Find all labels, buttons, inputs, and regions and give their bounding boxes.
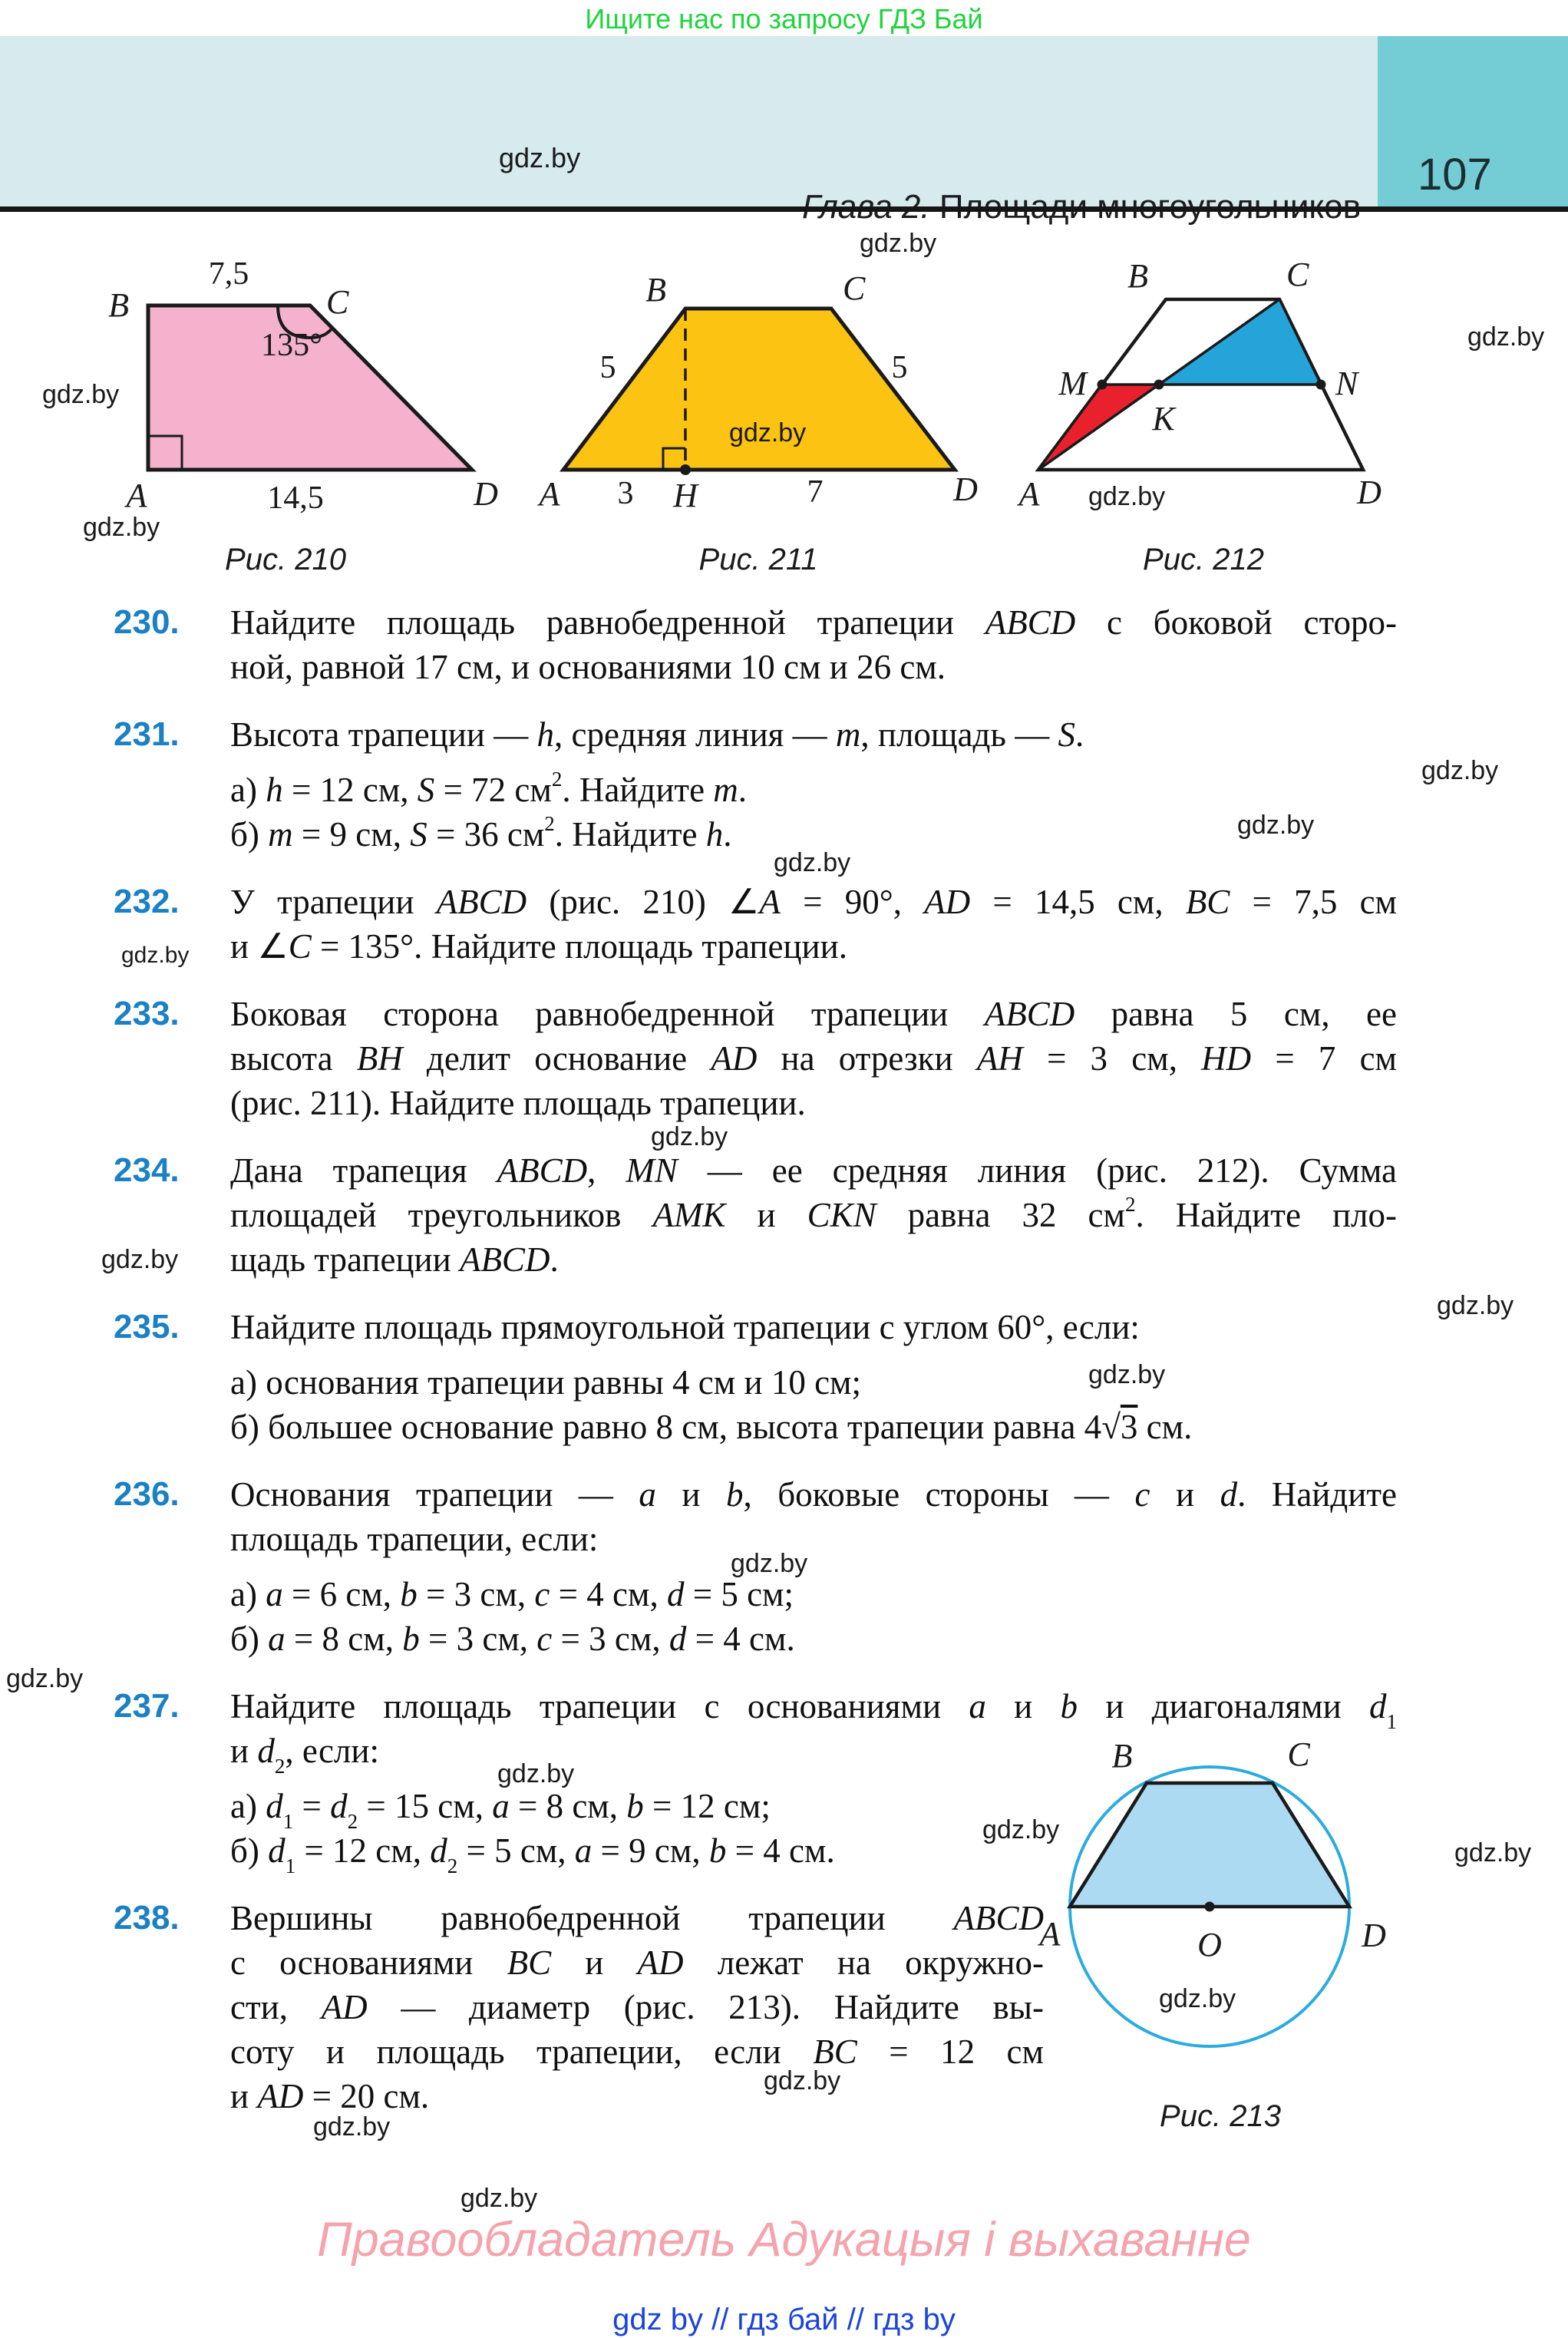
vertex-label-B: B (1127, 257, 1148, 295)
problem-number: 235. (114, 1308, 180, 1346)
text-line: ной, равной 17 см, и основаниями 10 см и 26 см. (230, 648, 946, 686)
gdzby-watermark: gdz.by (1421, 756, 1499, 785)
text-line: Боковая сторона равнобедренной трапеции ABCD равна 5 см, ее (230, 995, 1398, 1033)
text-line: высота BH делит основание AD на отрезки AH = 3 см, HD = 7 см (230, 1039, 1398, 1078)
problem-text (230, 992, 1397, 1125)
problem-text (230, 1472, 1397, 1661)
text-line: а) $d_1 = d_2 = 15$ см, a = 8 см, b = 12 см; (230, 1787, 771, 1833)
header-divider (0, 206, 1568, 212)
text-line: б) большее основание равно 8 см, высота трапеции равна 4√3 см. (230, 1408, 1193, 1446)
gdzby-watermark: gdz.by (982, 1815, 1060, 1844)
gdzby-watermark: gdz.by (1237, 811, 1315, 840)
figure-caption: Рис. 213 (1160, 2099, 1281, 2133)
problem-number: 238. (114, 1899, 180, 1937)
point-label-N: N (1335, 365, 1358, 402)
vertex-label-B: B (645, 271, 666, 309)
gdzby-watermark: gdz.by (1437, 1291, 1514, 1320)
text-line: а) основания трапеции равны 4 см и 10 см; (230, 1363, 862, 1402)
problem-subitems (230, 1572, 1397, 1661)
gdzby-watermark: gdz.by (83, 513, 160, 542)
gdzby-watermark: gdz.by (731, 1549, 808, 1578)
top-banner-text: Ищите нас по запросу ГДЗ Бай (585, 3, 983, 35)
text-line: Найдите площадь трапеции с основаниями a и b и диагоналями $d_1$ (230, 1687, 1397, 1733)
text-line: (рис. 211). Найдите площадь трапеции. (230, 1084, 806, 1122)
text-line: с основаниями BC и AD лежат на окружно- (230, 1943, 1044, 1982)
chapter-header-bar (0, 36, 1568, 206)
angle-label: 135° (261, 328, 322, 363)
problem-text (230, 600, 1397, 689)
point-H-dot (680, 464, 691, 475)
page-number: 107 (1418, 150, 1492, 200)
vertex-label-D: D (953, 471, 978, 508)
gdzby-watermark: gdz.by (460, 2184, 538, 2213)
figure-212 (1013, 246, 1412, 583)
text-line: Дана трапеция ABCD, MN — ее средняя линия (рис. 212). Сумма (230, 1151, 1397, 1190)
vertex-label-C: C (326, 283, 349, 321)
text-line: и $d_2$, если: (230, 1732, 379, 1778)
vertex-label-D: D (474, 475, 498, 513)
problem-230 (114, 600, 1397, 689)
point-N-dot (1316, 380, 1326, 390)
length-bottom: 14,5 (267, 480, 324, 516)
side-right-length: 5 (891, 350, 908, 385)
vertex-label-C: C (843, 269, 866, 307)
problem-232 (114, 880, 1397, 969)
point-K-dot (1154, 380, 1164, 390)
text-line: площадей треугольников AMK и CKN равна 32 $см^2$. Найдите пло- (230, 1193, 1397, 1234)
problem-text (230, 1684, 1397, 1877)
side-left-length: 5 (599, 350, 616, 385)
gdzby-watermark: gdz.by (764, 2066, 841, 2095)
point-label-K: K (1152, 400, 1175, 438)
segment-AH-length: 3 (617, 476, 634, 511)
length-top: 7,5 (208, 256, 249, 292)
figure-211 (522, 246, 1013, 583)
text-line: щадь трапеции ABCD. (230, 1240, 559, 1279)
gdzby-watermark: gdz.by (1088, 482, 1166, 511)
gdzby-watermark: gdz.by (313, 2112, 391, 2142)
problem-237 (114, 1684, 1397, 1877)
vertex-label-B: B (108, 286, 129, 324)
problem-234 (114, 1148, 1397, 1282)
problem-text (230, 1896, 1044, 2118)
text-line: соту и площадь трапеции, если BC = 12 см (230, 2033, 1044, 2071)
gdzby-watermark: gdz.by (729, 418, 807, 447)
gdzby-watermark: gdz.by (774, 848, 851, 877)
figure-caption: Рис. 211 (698, 543, 818, 576)
segment-HD-length: 7 (807, 474, 824, 510)
text-line: сти, AD — диаметр (рис. 213). Найдите вы- (230, 1988, 1044, 2026)
text-line: а) h = 12 см, S = 72 $см^2$. Найдите m. (230, 768, 748, 809)
footer-links[interactable]: gdz by // гдз бай // гдз by (612, 2303, 956, 2336)
gdzby-watermark: gdz.by (1454, 1838, 1532, 1867)
center-label-O: O (1197, 1926, 1222, 1963)
problem-number: 236. (114, 1475, 180, 1513)
vertex-label-A: A (1039, 1915, 1061, 1953)
problem-235 (114, 1305, 1397, 1449)
gdzby-watermark: gdz.by (1088, 1360, 1166, 1389)
gdzby-watermark: gdz.by (121, 943, 190, 968)
point-label-H: H (673, 477, 698, 514)
text-line: Найдите площадь прямоугольной трапеции с углом 60°, если: (230, 1308, 1140, 1346)
problem-text (230, 1305, 1397, 1449)
problem-233 (114, 992, 1397, 1125)
copyright-line: Правообладатель Адукацыя і выхаванне (317, 2213, 1251, 2267)
gdzby-watermark: gdz.by (860, 229, 937, 258)
problem-text (230, 1148, 1397, 1282)
text-line: и AD = 20 см. (230, 2077, 430, 2115)
text-line: площадь трапеции, если: (230, 1520, 599, 1558)
text-line: Основания трапеции — a и b, боковые стороны — c и d. Найдите (230, 1475, 1397, 1514)
gdzby-watermark: gdz.by (1159, 1984, 1236, 2013)
text-line: б) $d_1 = 12$ см, $d_2 = 5$ см, a = 9 см, b = 4 см. (230, 1831, 835, 1877)
vertex-label-D: D (1362, 1917, 1386, 1954)
problem-text (230, 880, 1397, 969)
gdzby-watermark: gdz.by (499, 142, 581, 173)
problem-subitems (230, 1360, 1397, 1449)
gdzby-watermark: gdz.by (651, 1122, 728, 1151)
vertex-label-D: D (1357, 474, 1381, 511)
vertex-label-B: B (1111, 1737, 1133, 1775)
problem-subitems (230, 1784, 1397, 1877)
problem-231 (114, 712, 1397, 857)
gdzby-watermark: gdz.by (6, 1664, 84, 1693)
figure-caption: Рис. 212 (1143, 543, 1264, 576)
text-line: и ∠C = 135°. Найдите площадь трапеции. (230, 927, 847, 966)
text-line: Найдите площадь равнобедренной трапеции ABCD с боковой сторо- (230, 603, 1397, 642)
vertex-label-A: A (126, 477, 147, 514)
gdzby-watermark: gdz.by (101, 1245, 179, 1274)
problem-number: 231. (114, 715, 180, 753)
text-line: Высота трапеции — h, средняя линия — m, площадь — S. (230, 715, 1084, 754)
text-line: б) m = 9 см, S = 36 $см^2$. Найдите h. (230, 812, 732, 854)
page-number-box (1378, 36, 1568, 206)
gdzby-watermark: gdz.by (1467, 322, 1545, 352)
point-M-dot (1098, 380, 1108, 390)
text-line: б) a = 8 см, b = 3 см, c = 3 см, d = 4 см. (230, 1620, 795, 1658)
problem-number: 232. (114, 883, 180, 920)
problem-number: 230. (114, 603, 180, 641)
vertex-label-C: C (1287, 1735, 1310, 1773)
figure-caption: Рис. 210 (225, 543, 346, 576)
problem-text (230, 712, 1397, 857)
point-label-M: M (1058, 365, 1087, 402)
vertex-label-C: C (1286, 256, 1309, 293)
text-line: а) a = 6 см, b = 3 см, c = 4 см, d = 5 см; (230, 1575, 794, 1613)
text-line: У трапеции ABCD (рис. 210) ∠A = 90°, AD = 14,5 см, BC = 7,5 см (230, 883, 1398, 921)
text-line: Вершины равнобедренной трапеции ABCD (230, 1899, 1044, 1937)
vertex-label-A: A (1018, 475, 1040, 513)
gdzby-watermark: gdz.by (42, 380, 120, 409)
vertex-label-A: A (539, 475, 560, 513)
problems (114, 600, 1397, 2142)
problem-number: 234. (114, 1151, 180, 1189)
problem-subitems (230, 768, 1397, 857)
gdzby-watermark: gdz.by (497, 1759, 575, 1788)
problem-number: 237. (114, 1687, 180, 1725)
problem-number: 233. (114, 995, 180, 1032)
